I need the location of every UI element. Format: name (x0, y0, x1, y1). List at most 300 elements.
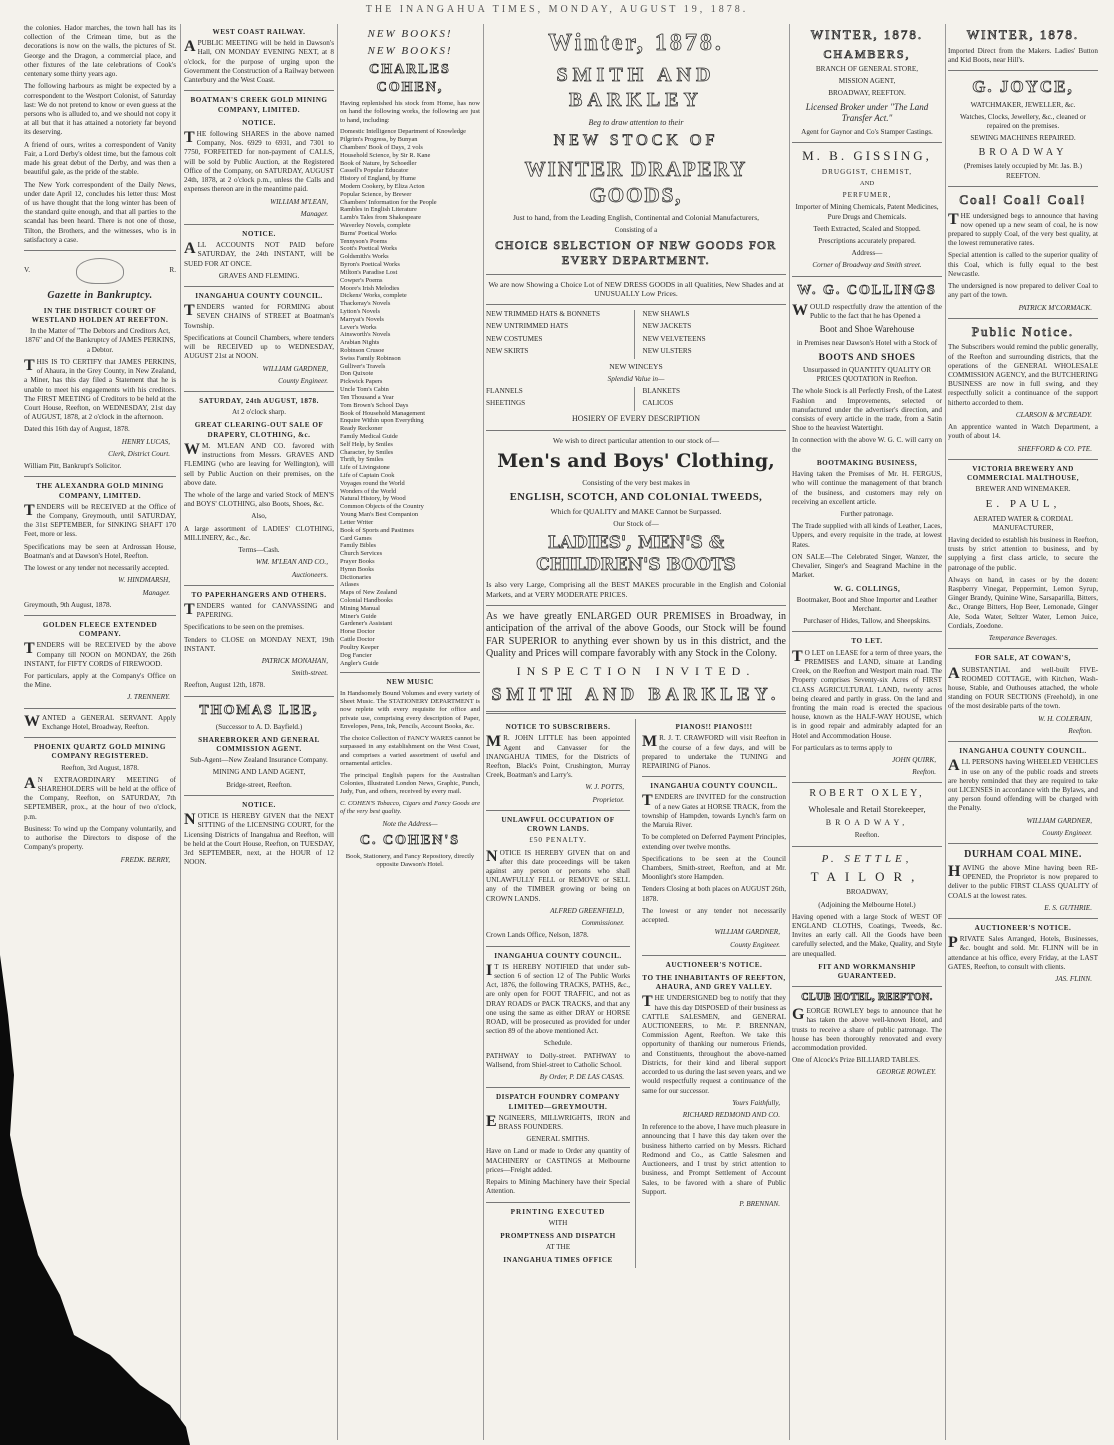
company-body: TENDERS will be RECEIVED at the Office of the Company, Greymouth, until SATURDAY, the 31st SEPTEMBER, for SINKING SHAFT 170 Feet, more or less. (24, 501, 176, 539)
collings-trade: Bootmaker, Boot and Shoe Importer and Leather Merchant. (796, 595, 938, 613)
public-notice: Public Notice. (971, 323, 1075, 339)
lee-successor: (Successor to A. D. Bayfield.) (215, 722, 303, 731)
column-rule (789, 24, 790, 1440)
club-hotel: CLUB HOTEL, REEFTON. (801, 992, 933, 1004)
book-list-item: Dog Fancier (340, 651, 372, 659)
council-heading: INANGAHUA COUNTY COUNCIL. (494, 951, 622, 960)
phoenix-heading: PHOENIX QUARTZ GOLD MINING COMPANY REGISTERED. (34, 743, 166, 761)
collings-name: W. G. COLLINGS (797, 282, 937, 298)
divider (948, 459, 1098, 460)
winceys: NEW WINCEYS (609, 362, 663, 372)
oxley-place: BROADWAY, (825, 818, 909, 828)
cohen-name: CHARLES COHEN, (369, 62, 451, 96)
fleece-particulars: For particulars, apply at the Company's Office on the Mine. (24, 672, 176, 690)
book-list-item: Arabian Nights (340, 339, 380, 347)
trade-supplied: The Trade supplied with all kinds of Leather, Laces, Uppers, and every requisite in the trade, at lowest Rates. (792, 522, 942, 549)
column-3 (340, 24, 480, 1440)
choice-selection: CHOICE SELECTION OF NEW GOODS FOR EVERY DEPARTMENT. (495, 238, 777, 268)
oxley-town: Reefton. (854, 831, 880, 840)
book-list-item: Robinson Crusoe (340, 347, 385, 355)
book-list-item: Ten Thousand a Year (340, 393, 394, 401)
music-body: In Handsomely Bound Volumes and every variety of Sheet Music. The STATIONERY DEPARTMENT is now replete with every requisite for office and private use, comprising every description of Paper, Envelopes, Pens, Ink, Pencils, Account Books, &c. (340, 689, 480, 731)
railway-heading: WEST COAST RAILWAY. (212, 28, 306, 36)
divider (24, 615, 176, 616)
book-list-item: Pickwick Papers (340, 378, 383, 386)
coal-body: THE undersigned begs to announce that having now opened up a new seam of coal, he is now prepared to supply Coal, of the very best quality, at the lowest remunerative rates. (948, 210, 1098, 248)
book-list-item: Ready Reckoner (340, 425, 383, 433)
purchaser: Purchaser of Hides, Tallow, and Sheepskins. (803, 617, 931, 626)
paul-stock: Always on hand, in cases or by the dozen: Raspberry Vinegar, Peppermint, Lemon Syrup, Ginger Brandy, Quinine Wine, Sarsaparilla, Bitters, &c., Orange Bitters, Hop Beer, Lemonade, Ginger Ale, Soda Water, Seltzer Water, Lemon Juice, Cordials, Zoedone. (948, 575, 1098, 630)
royal-crest-row (24, 256, 176, 286)
book-list-item: Scott's Poetical Works (340, 245, 397, 253)
book-list-item: Colonial Handbooks (340, 597, 393, 605)
bottom-heading: AUCTIONEER'S NOTICE. (974, 923, 1072, 932)
for-sale-signer: W. H. COLERAIN, (1038, 714, 1092, 723)
connection: In connection with the above W. G. C. will carry on the (792, 436, 942, 454)
new-items-table (486, 310, 786, 359)
unlawful-signer: ALFRED GREENFIELD, (550, 906, 624, 915)
license-heading: NOTICE. (242, 800, 276, 809)
royal-coat-of-arms-icon (76, 258, 124, 284)
phoenix-body: AN EXTRAORDINARY MEETING of SHAREHOLDERS will be held at the office of the Company, Reefton, on SATURDAY, 7th SEPTEMBER, prox., at the hour of two o'clock, p.m. (24, 774, 176, 821)
council-heading: INANGAHUA COUNTY COUNCIL. (959, 747, 1087, 756)
book-list-item: Family Medical Guide (340, 432, 398, 440)
boatman-heading: BOATMAN'S CREEK GOLD MINING COMPANY, LIMITED. (190, 96, 328, 114)
book-list-item: Card Games (340, 534, 372, 542)
book-list-item: Maps of New Zealand (340, 589, 397, 597)
sewing: SEWING MACHINES REPAIRED. (970, 134, 1076, 143)
boots-shoes: BOOTS AND SHOES (818, 352, 916, 363)
book-list-item: Uncle Tom's Cabin (340, 386, 389, 394)
book-list-item: Prayer Books (340, 557, 375, 565)
masthead: THE INANGAHUA TIMES, MONDAY, AUGUST 19, 1878. (365, 4, 749, 15)
auction-heading: AUCTIONEER'S NOTICE. (665, 960, 763, 969)
bootmaking-body: Having taken the Premises of Mr. H. FERGUS, who will continue the management of that branch of the business, and customers may rely on receiving an excellent article. (792, 470, 942, 506)
article-paragraph: The following harbours as might be expected by a correspondent to the Westport Colonist, of Saturday last: We do not pretend to know or even guess at the persons who is alluded to, and we should not copy it at all but that it has attained a notoriety far beyond its deserving. (24, 82, 176, 137)
subscribers-signer-title: Proprietor. (592, 795, 624, 804)
divider (24, 476, 176, 477)
subscribers-body: MR. JOHN LITTLE has been appointed Agent and Canvasser for the INANGAHUA TIMES, for the Districts of Reefton, Black's Point, Crushington, Murray Creek, Boatman's and Larry's. (486, 733, 630, 780)
foundry-heading: DISPATCH FOUNDRY COMPANY LIMITED—GREYMOUTH. (495, 1093, 621, 1111)
durham-heading: DURHAM COAL MINE. (964, 849, 1082, 861)
broadway-address: BROADWAY, REEFTON. (828, 89, 906, 98)
printing-heading: PRINTING EXECUTED (510, 1207, 606, 1216)
solicitor: William Pitt, Bankrupt's Solicitor. (24, 462, 122, 471)
subscribers-heading: NOTICE TO SUBSCRIBERS. (505, 723, 611, 732)
printing-office: INANGAHUA TIMES OFFICE (503, 1256, 613, 1265)
apprentice-name: SHEFFORD & CO. PTE. (1017, 444, 1092, 453)
cohen-intro: Having replenished his stock from Home, has now on hand the following works, the following are just to hand, including: (340, 99, 480, 124)
book-list-item: Book of Sports and Pastimes (340, 526, 414, 534)
title-partial: WINTER, 1878. (810, 27, 924, 42)
printing-promptness: PROMPTNESS AND DISPATCH (500, 1231, 616, 1240)
oxley-name: ROBERT OXLEY, (809, 788, 925, 800)
paul-trade: AERATED WATER & CORDIAL MANUFACTURER, (973, 514, 1073, 532)
collings-stock: The whole Stock is all Perfectly Fresh, of the Latest Fashion and Improvements, selected or manufactured under the advertiser's direction, and consists of every article in the trade, from a Satin Shoe to the heaviest Watertight. (792, 387, 942, 433)
sale-heading: GREAT CLEARING-OUT SALE OF DRAPERY, CLOTHING, &c. (194, 421, 324, 439)
tender-signer-title: County Engineer. (730, 940, 780, 949)
lee-agent: Sub-Agent—New Zealand Insurance Company. (190, 756, 328, 765)
bottom-signer: JAS. FLINN. (1055, 975, 1092, 984)
bottom-body: PRIVATE Sales Arranged, Hotels, Businesses, &c. bought and sold. Mr. FLINN will be in attendance at his office, every Friday, at the LAST GATES, Reefton, to consult with clients. (948, 934, 1098, 971)
divider (184, 90, 334, 91)
divider (792, 142, 942, 143)
book-list-item: Dickens' Works, complete (340, 292, 407, 300)
foundry-body: ENGINEERS, MILLWRIGHTS, IRON and BRASS FOUNDERS. (486, 1112, 630, 1131)
divider (948, 648, 1098, 649)
tailor: TAILOR, (810, 868, 924, 884)
license-body: NOTICE IS HEREBY GIVEN that the NEXT SITTING of the LICENSING COURT, for the Licensing Districts of Inangahua and Reefton, will be held at the Court House, Reefton, on TUESDAY, 3rd SEPTEMBER, next, at the HOUR of 12 NOON. (184, 811, 334, 867)
address-note: Note the Address— (382, 819, 438, 828)
book-list-item: Common Objects of the Country (340, 503, 424, 511)
company-heading: THE ALEXANDRA GOLD MINING COMPANY, LIMITED. (36, 482, 164, 500)
tailor-broadway: BROADWAY, (846, 888, 888, 897)
book-list-item: Book of Nature, by Schoedler (340, 159, 417, 167)
book-list-item: Poultry Keeper (340, 643, 379, 651)
to-let-place: Reefton. (912, 768, 936, 777)
council-signer: WILLIAM GARDNER, (262, 364, 328, 373)
value-item: BLANKETS (642, 387, 681, 395)
accounts-body: ALL ACCOUNTS NOT PAID before SATURDAY, the 24th INSTANT, will be SUED FOR AT ONCE. (184, 240, 334, 268)
column-rule (945, 24, 946, 1440)
book-list-item: Ainsworth's Novels (340, 331, 391, 339)
lee-mining: MINING AND LAND AGENT, (212, 768, 306, 777)
boatman-body: THE following SHARES in the above named Company, Nos. 6929 to 6931, and 7301 to 7750, FORFEITED for non-payment of CALLS, will be sold by Public Auction, at the Registered Office of the Company, on SATURDAY, AUGUST 24th, 1878, at 2 o'clock p.m., unless the Calls and expenses thereon are in the meantime paid. (184, 128, 334, 194)
council-signer-title: County Engineer. (278, 376, 328, 385)
sale-signer: WM. M'LEAN AND CO., (255, 558, 328, 567)
auction-signer: RICHARD REDMOND AND CO. (682, 1111, 780, 1119)
divider (24, 250, 176, 251)
items-right-list (635, 310, 787, 359)
club-billiard: One of Alcock's Prize BILLIARD TABLES. (792, 1056, 920, 1065)
sale-ladies: A large assortment of LADIES' CLOTHING, MILLINERY, &c., &c. (184, 524, 334, 542)
divider (948, 843, 1098, 844)
to-let-heading: TO LET. (851, 637, 883, 646)
tender-lowest: The lowest or any tender not necessarily accepted. (642, 906, 786, 925)
divider (948, 918, 1098, 919)
column-2 (184, 24, 334, 1440)
auction-body: THE UNDERSIGNED beg to notify that they have this day DISPOSED of their business as CATTLE SALESMEN, and GENERAL AUCTIONEERS, to Mr. P. BRENNAN, Commission Agent, Reefton. We take this opportunity of thanking our numerous Friends, and Constituents, throughout the above-named Districts, for their kind and liberal support accorded to us during the last seven years, and we would respectfully request a continuance of the same for our successor. (642, 993, 786, 1095)
book-list-item: Thrift, by Smiles (340, 456, 384, 464)
new-books-heading: NEW BOOKS! (367, 28, 453, 40)
tweeds: ENGLISH, SCOTCH, AND COLONIAL TWEEDS, (509, 492, 763, 504)
boots-title: LADIES', MEN'S & CHILDREN'S BOOTS (536, 532, 736, 575)
book-list-item: Life of Captain Cook (340, 472, 395, 480)
chambers-sub: BRANCH OF GENERAL STORE, (815, 64, 919, 73)
unlawful-heading: UNLAWFUL OCCUPATION OF CROWN LANDS. (501, 815, 615, 834)
for-sale-heading: FOR SALE, AT COWAN'S, (975, 654, 1071, 663)
book-list-item: Tom Brown's School Days (340, 401, 409, 409)
winter-title: Winter, 1878. (548, 30, 724, 56)
book-list-item: Dictionaries (340, 573, 372, 581)
broadway: BROADWAY (978, 146, 1068, 158)
to-let-body: TO LET on LEASE for a term of three years, the PREMISES and LAND, situate at Landing Creek, on the Reefton and Westport main road. The Property comprises Seventy-six Acres of FIRST CLASS AGRICULTURAL LAND, twenty acres being cleared and partly in grass. On the land and fronting the main road is erected the spacious house, known as the HALF-WAY HOUSE, which is in good repair and admirably adapted for an Hotel and Accommodation House. (792, 647, 942, 740)
divider (948, 186, 1098, 187)
patronage: Further patronage. (840, 510, 894, 518)
auction-to: TO THE INHABITANTS OF REEFTON, AHAURA, AND GREY VALLEY. (642, 973, 786, 992)
hosiery: HOSIERY OF EVERY DESCRIPTION (571, 414, 701, 424)
stock-item: NEW VELVETEENS (642, 334, 706, 343)
divider (948, 318, 1098, 319)
court-body: THIS IS TO CERTIFY that JAMES PERKINS, of Ahaura, in the Grey County, in New Zealand, a Miner, has this day filed a Statement that he is unable to meet his engagements with his creditors. The FIRST MEETING of Creditors to be held at the Court House, Reefton, on WEDNESDAY, 21st day of AUGUST, 1878, at 2 o'clock in the afternoon. (24, 356, 176, 422)
lower-left-column (486, 719, 636, 1268)
for-sale-body: ASUBSTANTIAL and well-built FIVE-ROOMED COTTAGE, with Kitchen, Wash-house, Stable, and Outhouses attached, the whole standing on FOUR SECTIONS (Freehold), in one of the most desirable parts of the town. (948, 664, 1098, 711)
coal-heading: Coal! Coal! Coal! (959, 191, 1087, 207)
book-list-item: Burns' Poetical Works (340, 229, 397, 237)
durham-signer: E. S. GUTHRIE. (1044, 903, 1092, 912)
stock-item: NEW COSTUMES (486, 334, 543, 343)
stock-item: NEW JACKETS (642, 322, 692, 331)
company-lowest: The lowest or any tender not necessarily accepted. (24, 564, 169, 573)
paper-specs: Specifications to be seen on the premises. (184, 623, 304, 632)
company-signer: W. HINDMARSH, (118, 576, 170, 585)
collings-name-2: W. G. COLLINGS, (833, 584, 901, 593)
inspection-invited: INSPECTION INVITED. (516, 663, 756, 678)
article-paragraph: A friend of ours, writes a correspondent of Vanity Fair, a Lord Derby's oldest time, but the famous colt made his great debut of the Derby, and was then a beautiful gale, as the pride of the stable. (24, 140, 176, 177)
phoenix-business: Business: To wind up the Company voluntarily, and to authorise the Directors to dispose of the Company's property. (24, 824, 176, 852)
book-list-item: Gardener's Assistant (340, 620, 393, 628)
showing: We are now Showing a Choice Lot of NEW DRESS GOODS in all Qualities, New Shades and at UNUSUALLY Low Prices. (488, 279, 784, 299)
book-list-item: Letter Writer (340, 518, 374, 526)
book-list-item: Atlases (340, 581, 359, 589)
tender-signer: WILLIAM GARDNER, (714, 928, 780, 937)
winter-drapery: WINTER DRAPERY GOODS, (524, 156, 748, 208)
paper-date: Reefton, August 12th, 1878. (184, 681, 266, 690)
divider (340, 672, 480, 673)
value-right-list (635, 387, 787, 411)
crest-letter-left: V. (24, 266, 31, 275)
penalty: £50 PENALTY. (529, 836, 587, 845)
pianos-body: MR. J. T. CRAWFORD will visit Reefton in the course of a few days, and will be prepared to undertake the TUNING and REPAIRING of Pianos. (642, 733, 786, 770)
mens-clothing: Men's and Boys' Clothing, (497, 450, 775, 473)
foundry-agent: GENERAL SMITHS. (526, 1135, 590, 1144)
company-specs: Specifications may be seen at Ardrossan House, Boatman's and at Dawson's Hotel, Reefton. (24, 542, 176, 560)
gissing-body: Importer of Mining Chemicals, Patent Medicines, Pure Drugs and Chemicals. (795, 203, 939, 221)
pianos-heading: PIANOS!! PIANOS!!! (675, 723, 753, 732)
lee-trade: SHAREBROKER AND GENERAL COMMISSION AGENT. (198, 735, 320, 754)
notice-label: NOTICE. (242, 118, 276, 127)
quality: Which for QUALITY and MAKE Cannot be Surpassed. (550, 506, 722, 516)
paperhangers-heading: TO PAPERHANGERS AND OTHERS. (191, 590, 327, 599)
wanted-ad: WANTED a GENERAL SERVANT. Apply Exchange Hotel, Broadway, Reefton. (24, 712, 176, 731)
prescriptions: Prescriptions accurately prepared. (818, 237, 916, 246)
boatman-signer-title: Manager. (300, 209, 328, 218)
lower-notices (486, 719, 786, 1268)
column-6 (948, 24, 1098, 1440)
cohen-shop-desc: Book, Stationery, and Fancy Repository, directly opposite Dawson's Hotel. (345, 852, 475, 869)
book-list-item: Domestic Intelligence Department of Knowledge (340, 128, 466, 136)
splendid-value: Splendid Value in— (607, 374, 665, 383)
court-signer: HENRY LUCAS, (121, 437, 170, 446)
book-list-item: History of England, by Hume (340, 175, 416, 183)
new-books-heading: NEW BOOKS! (367, 45, 453, 58)
wish-text: We wish to direct particular attention to our stock of— (552, 435, 720, 445)
joyce-body: Watches, Clocks, Jewellery, &c., cleaned or repaired on the premises. (960, 113, 1086, 131)
paper-close: Tenders to CLOSE on MONDAY NEXT, 19th INSTANT. (184, 635, 334, 653)
tailor-adj: (Adjoining the Melbourne Hotel.) (818, 900, 916, 909)
teeth: Teeth Extracted, Scaled and Stopped. (813, 224, 921, 233)
divider (792, 846, 942, 847)
book-list-item: Cassell's Popular Educator (340, 167, 409, 175)
lee-name: THOMAS LEE, (199, 702, 319, 718)
value-item: SHEETINGS (486, 399, 526, 408)
perfumer: PERFUMER, (842, 191, 892, 200)
book-list-item: Life of Livingstone (340, 464, 390, 472)
music-heading: NEW MUSIC (386, 678, 434, 687)
divider (486, 304, 786, 305)
book-list-item: Hymn Books (340, 565, 374, 573)
gazette-title: Gazette in Bankruptcy. (47, 290, 153, 302)
broadway-sub: (Premises lately occupied by Mr. Jas. B.) REEFTON. (964, 162, 1082, 180)
article-paragraph: The New York correspondent of the Daily News, under date April 12, concludes his letter thus: Most of us have thought that the long winter has been of the standard quite enough, and that all parties to the scandal has been heard. There is not one of those, Tilton, the Brothers, and the witnesses, who is in satisfactory a case. (24, 180, 176, 244)
gissing-trade: DRUGGIST, CHEMIST, (821, 167, 913, 176)
book-list-item: Angler's Guide (340, 659, 379, 667)
settle-name: P. SETTLE, (821, 852, 913, 865)
book-list-item: Milton's Paradise Lost (340, 268, 398, 276)
column-4 (486, 24, 786, 1440)
torn-corner-shape (0, 955, 190, 1445)
papers-body: The principal English papers for the Australian Colonies, Illustrated London News, Graphic, Punch, Judy, Fun, and others, received by every mail. (340, 771, 480, 796)
printing-at: AT THE (545, 1243, 571, 1252)
our-stock: Our Stock of— (613, 519, 659, 529)
accounts-signer: GRAVES AND FLEMING. (218, 271, 300, 280)
gissing-and: AND (859, 179, 875, 187)
attention: Beg to draw attention to their (588, 117, 684, 127)
book-list-item: Moore's Irish Melodies (340, 284, 400, 292)
gissing-name: M. B. GISSING, (802, 147, 932, 163)
book-list-item: Church Services (340, 550, 383, 558)
divider (486, 711, 786, 714)
value-left-list (486, 387, 635, 411)
items-left-list (486, 310, 635, 359)
foundry-repairs: Repairs to Mining Machinery have their Special Attention. (486, 1178, 630, 1196)
joyce-name: G. JOYCE, (972, 77, 1074, 97)
book-list-item: Young Man's Best Companion (340, 511, 419, 519)
book-list-item: Cowper's Poems (340, 276, 383, 284)
tender-specs: Specifications to be seen at the Council Chambers, Smith-street, Reefton, and at Mr. Moonlight's store Hampden. (642, 854, 786, 882)
boots-body: Is also very Large, Comprising all the BEST MAKES procurable in the English and Colonial Markets, and at VERY MODERATE PRICES. (486, 580, 786, 600)
divider (184, 585, 334, 586)
schedule-items: PATHWAY to Dolly-street. PATHWAY to Wallsend, from Shiel-street to Catholic School. (486, 1051, 630, 1069)
book-list-item: Enquire Within upon Everything (340, 417, 424, 425)
paper-signer: PATRICK MONAHAN, (261, 657, 328, 666)
imported: Imported Direct from the Makers. Ladies' Button and Kid Boots, near Hill's. (948, 46, 1098, 64)
firm-title: SMITH AND BARKLEY (556, 63, 716, 112)
column-rule (337, 24, 338, 1440)
book-list-item: Lever's Works (340, 323, 377, 331)
value-item: FLANNELS (486, 387, 523, 395)
divider (792, 631, 942, 632)
book-list-item: Thackeray's Novels (340, 300, 391, 308)
council-specs: Specifications at Council Chambers, where tenders will be RECEIVED up to WEDNESDAY, AUGUST 21st at NOON. (184, 333, 334, 361)
gissing-address: Corner of Broadway and Smith street. (812, 261, 922, 270)
address-label: Address— (851, 249, 883, 258)
book-list-item: Cattle Doctor (340, 636, 375, 644)
court-dated: Dated this 16th day of August, 1878. (24, 425, 130, 434)
book-list-item: Wonders of the World (340, 487, 397, 495)
consisting: Consisting of a (614, 226, 658, 235)
unsurpassed: Unsurpassed in QUANTITY QUALITY OR PRICES QUOTATION in Reefton. (802, 365, 932, 384)
divider (948, 70, 1098, 71)
book-list-item: Natural History, by Wood (340, 495, 406, 503)
paper-body: TENDERS wanted for CANVASSING and PAPERING. (184, 600, 334, 620)
sale-date: SATURDAY, 24th AUGUST, 1878. (199, 397, 319, 405)
subscribers-signer: W. J. POTTS, (585, 783, 624, 792)
paper-signer-title: Smith-street. (291, 669, 328, 678)
durham-body: HAVING the above Mine having been RE-OPENED, the Proprietor is now prepared to deliver to the public FIRST CLASS QUALITY of COALS at the lowest rates. (948, 862, 1098, 900)
collings-location: in Premises near Dawson's Hotel with a Stock of (796, 338, 938, 347)
foundry-detail: Have on Land or made to Order any quantity of MACHINERY or CASTINGS at Melbourne prices—Freight added. (486, 1147, 630, 1174)
stock-item: NEW TRIMMED HATS & BONNETS (486, 310, 600, 319)
consisting-makes: Consisting of the very best makes in (582, 477, 690, 487)
schedule-signer: By Order, P. DE LAS CASAS. (539, 1073, 624, 1082)
company-signer-title: Manager. (142, 588, 170, 597)
book-list-item: Horse Doctor (340, 628, 375, 636)
book-list-item: Book of Household Management (340, 409, 426, 417)
book-list (340, 128, 480, 667)
divider (642, 776, 786, 777)
temperance: Temperance Beverages. (988, 634, 1058, 643)
book-list-item: Household Science, by Sir R. Kane (340, 151, 431, 159)
article-paragraph: the colonies. Hador marches, the town hall has its collection of the Crimean time, but as the decorations is now on the walls, the pictures of St. George and the Dragon, a commercial place, and other fixtures of the late celebrations of Cook's centenary some thirty years ago. (24, 24, 176, 79)
divider (184, 286, 334, 287)
book-list-item: Waverley Novels, complete (340, 222, 411, 230)
tailor-body: Having opened with a large Stock of WEST OF ENGLAND CLOTHS, Coatings, Tweeds, &c. Invites an early call. All the Goods have been carefully selected, and the Make, Quality, and Style are unequalled. (792, 912, 942, 958)
divider (486, 605, 786, 606)
book-list-item: Mining Manual (340, 604, 380, 612)
divider (486, 1202, 630, 1203)
divider (184, 696, 334, 697)
fleece-signer: J. TRENNERY. (127, 693, 170, 702)
chambers: CHAMBERS, (823, 46, 911, 61)
enlarged-premises: As we have greatly ENLARGED OUR PREMISES in Broadway, in anticipation of the arrival of the above Goods, our Stock will be found FAR SUPERIOR to anything ever shown by us in this district, and the Quality and Prices will compare favorably with any Stock in the Colony. (486, 610, 786, 660)
cohen-shop: C. COHEN'S (359, 832, 461, 848)
sale-time: At 2 o'clock sharp. (232, 408, 286, 417)
council-body: TENDERS wanted for FORMING about SEVEN CHAINS of STREET at Boatman's Township. (184, 302, 334, 330)
book-list-item: Miner's Guide (340, 612, 377, 620)
divider (486, 1087, 630, 1088)
divider (792, 276, 942, 277)
divider (486, 274, 786, 275)
new-stock: NEW STOCK OF (553, 132, 719, 150)
book-list-item: Modern Cookery, by Eliza Acton (340, 182, 425, 190)
court-signer-title: Clerk, District Court. (108, 449, 170, 458)
book-list-item: Byron's Poetical Works (340, 261, 400, 269)
book-list-item: Character, by Smiles (340, 448, 394, 456)
stock-item: NEW SHAWLS (642, 310, 690, 319)
bootmaking: BOOTMAKING BUSINESS, (816, 458, 918, 467)
coal-signer: PATRICK M'CORMACK. (1018, 303, 1092, 312)
boot-warehouse: Boot and Shoe Warehouse (819, 324, 915, 335)
divider (184, 224, 334, 225)
auction-reply: In reference to the above, I have much pleasure in announcing that I have this day taken over the business hitherto carried on by Messrs. Richard Redmond and Co., as Cattle Salesmen and Auctioneers, and I trust by strict attention to business, and Prompt Settlement of Account Sales, to be favored with a share of Public Support. (642, 1123, 786, 1196)
coal-orders: The undersigned is now prepared to deliver Coal to any part of the town. (948, 282, 1098, 300)
sale-note: ON SALE—The Celebrated Singer, Wanzer, the Chevalier, Singer's and Seagrand Machine in the Market. (792, 552, 942, 580)
book-list-item: Marryat's Novels (340, 315, 384, 323)
column-5 (792, 24, 942, 1440)
sale-body: WM. M'LEAN AND CO. favored with instructions from Messrs. GRAVES AND FLEMING (who are leaving for Wellington), will sell by Public Auction on their premises, on the above date. (184, 440, 334, 487)
book-list-item: Lamb's Tales from Shakespeare (340, 214, 421, 222)
book-list-item: Self Help, by Smiles (340, 440, 393, 448)
divider (642, 955, 786, 956)
tender-paid: To be completed on Deferred Payment Principles, extending over twelve months. (642, 833, 786, 851)
divider (792, 782, 942, 783)
book-list-item: Lytton's Novels (340, 307, 381, 315)
for-sale-place: Reefton. (1068, 726, 1092, 735)
book-list-item: Don Quixote (340, 370, 374, 378)
council-signer: WILLIAM GARDNER, (1026, 816, 1092, 825)
railway-body: APUBLIC MEETING will be held in Dawson's Hall, ON MONDAY EVENING NEXT, at 8 o'clock, for the purpose of urging upon the Government the Construction of a Railway between Canterbury and the West Coast. (184, 38, 334, 85)
